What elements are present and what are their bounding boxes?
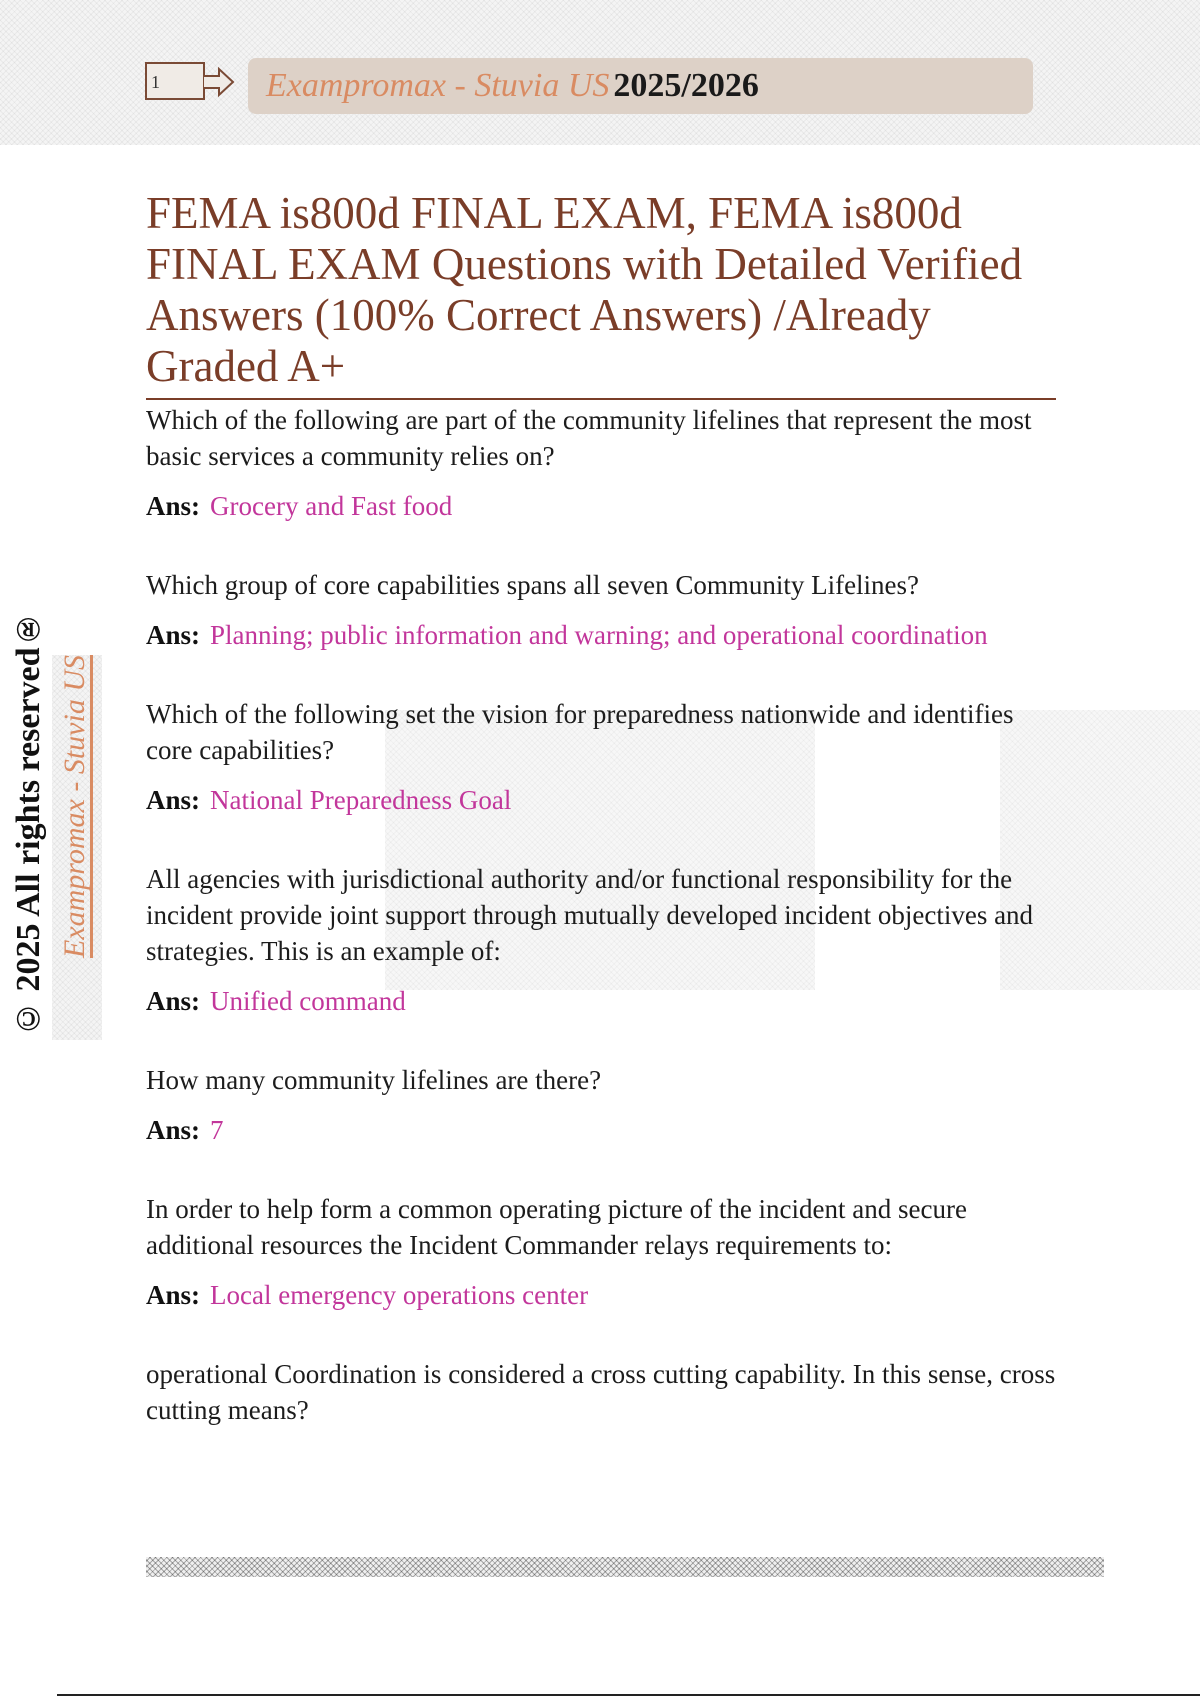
question-text: Which of the following are part of the community lifelines that represent the most basic services a community relies on? (146, 405, 1032, 471)
header-banner (248, 58, 1033, 114)
answer-label: Ans: (146, 620, 201, 650)
footer-rule (57, 1694, 1200, 1696)
section-separator (146, 1557, 1104, 1577)
header-year: 2025/2026 (613, 67, 759, 104)
answer-text: National Preparedness Goal (210, 785, 512, 815)
document-body (146, 188, 1056, 1428)
qa-item (146, 696, 1056, 817)
question-text: In order to help form a common operating picture of the incident and secure additional resources the Incident Commander relays requirements to: (146, 1194, 967, 1260)
qa-item (146, 1062, 1056, 1147)
header-brand: Exampromax - Stuvia US (266, 67, 610, 104)
answer-line (146, 985, 1056, 1018)
page-number-indicator (145, 62, 235, 104)
question-text: All agencies with jurisdictional authority and/or functional responsibility for the incident provide joint support through mutually developed incident objectives and strategies. This is an example of: (146, 864, 1034, 966)
answer-line (146, 490, 1056, 523)
qa-item (146, 1356, 1056, 1428)
qa-item (146, 861, 1056, 1018)
question-text: Which group of core capabilities spans all seven Community Lifelines? (146, 570, 920, 600)
page-number: 1 (145, 62, 205, 100)
qa-item (146, 402, 1056, 523)
question-text: Which of the following set the vision for preparedness nationwide and identifies core capabilities? (146, 699, 1014, 765)
answer-text: Grocery and Fast food (210, 491, 453, 521)
answer-label: Ans: (146, 785, 201, 815)
document-title: FEMA is800d FINAL EXAM, FEMA is800d FINAL EXAM Questions with Detailed Verified Answers (100% Correct Answers) /Already Graded A+ (146, 188, 1056, 400)
question-text: operational Coordination is considered a cross cutting capability. In this sense, cross cutting means? (146, 1359, 1056, 1425)
answer-label: Ans: (146, 491, 201, 521)
qa-item (146, 567, 1056, 652)
answer-text: 7 (210, 1115, 224, 1145)
answer-label: Ans: (146, 1115, 201, 1145)
answer-text: Unified command (210, 986, 406, 1016)
answer-line (146, 1114, 1056, 1147)
answer-text: Local emergency operations center (210, 1280, 589, 1310)
arrow-right-icon (203, 66, 235, 98)
side-brand: Exampromax - Stuvia US (58, 655, 91, 958)
qa-item (146, 1191, 1056, 1312)
answer-line (146, 619, 1056, 652)
side-brand-strip (52, 655, 102, 1040)
answer-line (146, 784, 1056, 817)
question-text: How many community lifelines are there? (146, 1065, 602, 1095)
side-copyright: © 2025 All rights reserved® (10, 610, 47, 1037)
answer-line (146, 1279, 1056, 1312)
answer-label: Ans: (146, 986, 201, 1016)
answer-text: Planning; public information and warning; and operational coordination (210, 620, 988, 650)
answer-label: Ans: (146, 1280, 201, 1310)
